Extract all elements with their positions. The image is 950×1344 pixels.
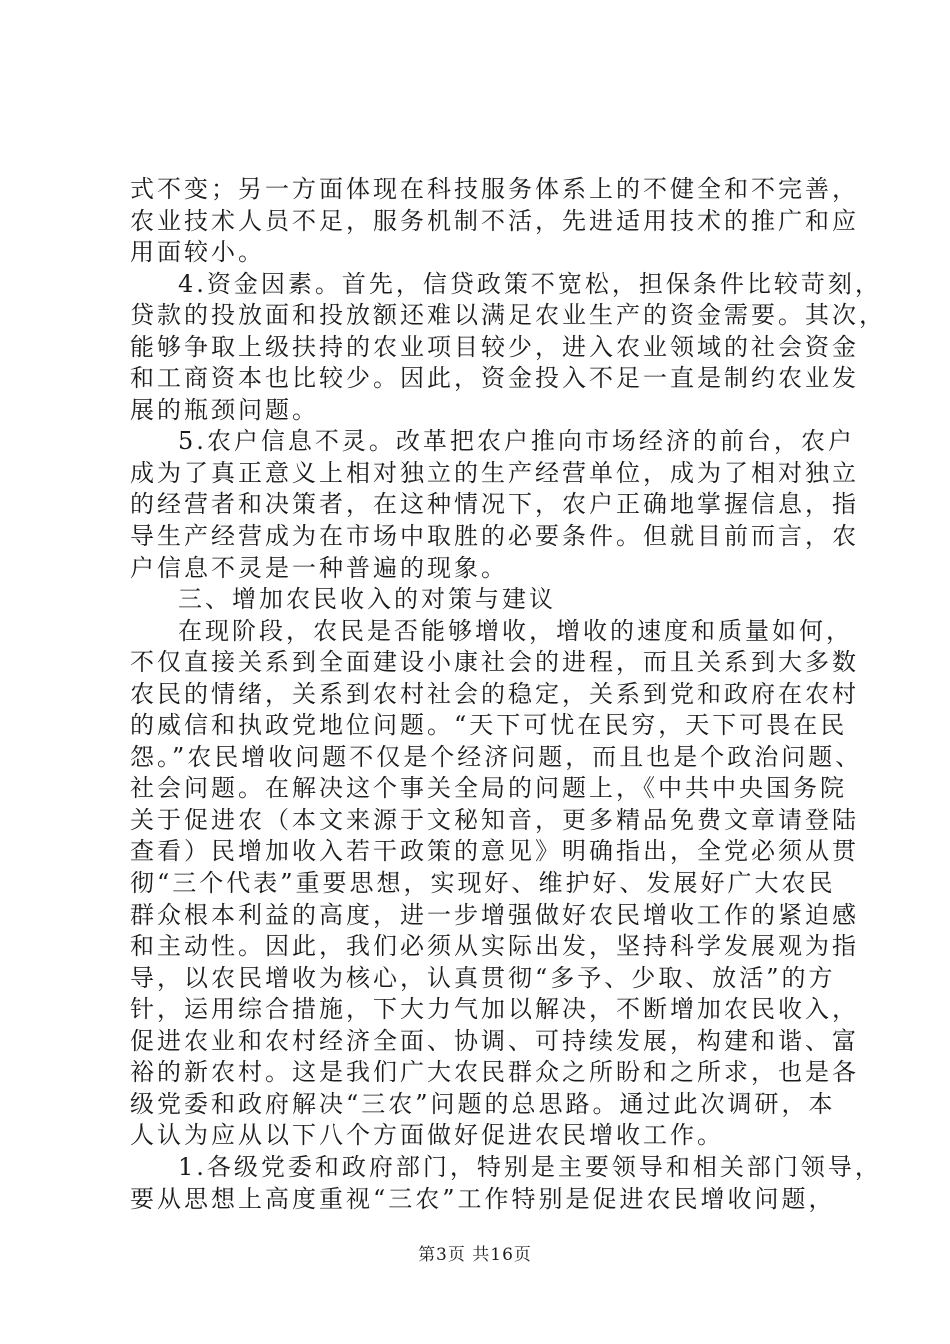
- document-body: [130, 174, 886, 1215]
- text-line: 要从思想上高度重视“三农”工作特别是促进农民增收问题，: [130, 1184, 836, 1213]
- text-line: 怨。”农民增收问题不仅是个经济问题，而且也是个政治问题、: [130, 742, 863, 771]
- text-line: 用面较小。: [130, 238, 265, 267]
- text-line: 促进农业和农村经济全面、协调、可持续发展，构建和谐、富: [130, 1026, 859, 1055]
- text-line: 的经营者和决策者，在这种情况下，农户正确地掌握信息，指: [130, 490, 859, 519]
- text-line: 和主动性。因此，我们必须从实际出发，坚持科学发展观为指: [130, 932, 859, 961]
- text-line: 的威信和执政党地位问题。“天下可忧在民穷，天下可畏在民: [130, 711, 848, 740]
- text-line: 和工商资本也比较少。因此，资金投入不足一直是制约农业发: [130, 364, 859, 393]
- text-line: 社会问题。在解决这个事关全局的问题上，《中共中央国务院: [130, 774, 847, 803]
- text-line: 贷款的投放面和投放额还难以满足农业生产的资金需要。其次，: [130, 301, 886, 330]
- text-line: 不仅直接关系到全面建设小康社会的进程，而且关系到大多数: [130, 648, 859, 677]
- text-line: 5.农户信息不灵。改革把农户推向市场经济的前台，农户: [178, 427, 855, 456]
- text-line: 成为了真正意义上相对独立的生产经营单位，成为了相对独立: [130, 458, 859, 487]
- text-line: 式不变；另一方面体现在科技服务体系上的不健全和不完善，: [130, 175, 859, 203]
- text-line: 关于促进农（本文来源于文秘知音，更多精品免费文章请登陆: [130, 805, 859, 834]
- text-line: 农民的情绪，关系到农村社会的稳定，关系到党和政府在农村: [130, 679, 859, 708]
- text-line: 裕的新农村。这是我们广大农民群众之所盼和之所求，也是各: [130, 1058, 859, 1087]
- text-line: 人认为应从以下八个方面做好促进农民增收工作。: [130, 1121, 724, 1150]
- text-line: 查看）民增加收入若干政策的意见》明确指出，全党必须从贯: [130, 837, 859, 866]
- text-line: 户信息不灵是一种普遍的现象。: [130, 553, 508, 582]
- text-line: 三、增加农民收入的对策与建议: [178, 585, 556, 614]
- text-line: 群众根本利益的高度，进一步增强做好农民增收工作的紧迫感: [130, 900, 859, 929]
- text-line: 在现阶段，农民是否能够增收，增收的速度和质量如何，: [178, 616, 853, 645]
- page-footer: 第3页 共16页: [418, 1245, 532, 1265]
- text-line: 彻“三个代表”重要思想，实现好、维护好、发展好广大农民: [130, 869, 836, 898]
- text-line: 针，运用综合措施，下大力气加以解决，不断增加农民收入，: [130, 995, 859, 1024]
- text-line: 导生产经营成为在市场中取胜的必要条件。但就目前而言，农: [130, 522, 859, 551]
- text-line: 1.各级党委和政府部门，特别是主要领导和相关部门领导，: [178, 1152, 882, 1181]
- text-line: 能够争取上级扶持的农业项目较少，进入农业领域的社会资金: [130, 332, 859, 361]
- text-line: 展的瓶颈问题。: [130, 395, 319, 424]
- text-line: 4.资金因素。首先，信贷政策不宽松，担保条件比较苛刻，: [178, 269, 882, 298]
- text-line: 导，以农民增收为核心，认真贯彻“多予、少取、放活”的方: [130, 963, 836, 992]
- text-line: 级党委和政府解决“三农”问题的总思路。通过此次调研，本: [130, 1089, 836, 1118]
- text-line: 农业技术人员不足，服务机制不活，先进适用技术的推广和应: [130, 206, 859, 235]
